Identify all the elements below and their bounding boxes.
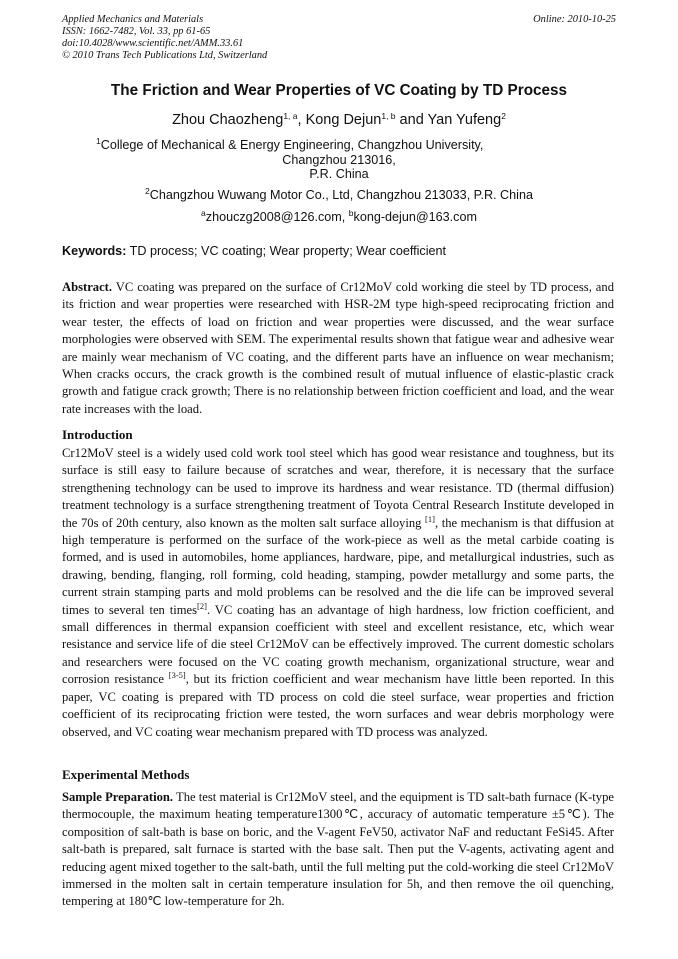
sample-preparation-paragraph xyxy=(62,789,614,911)
citation-3-5[interactable]: [3-5] xyxy=(168,670,186,681)
issn-line: ISSN: 1662-7482, Vol. 33, pp 61-65 xyxy=(62,26,211,37)
author-list xyxy=(0,112,678,128)
abstract-label: Abstract. xyxy=(62,280,113,294)
copyright-line: © 2010 Trans Tech Publications Ltd, Switzerland xyxy=(62,50,268,61)
keywords-label: Keywords: xyxy=(62,244,127,258)
doi-line[interactable]: doi:10.4028/www.scientific.net/AMM.33.61 xyxy=(62,38,244,49)
affiliation-2-text: Changzhou Wuwang Motor Co., Ltd, Changzhou 213033, P.R. China xyxy=(149,188,533,202)
intro-text-1: Cr12MoV steel is a widely used cold work tool steel which has good wear resistance and toughness, but its surface is still easy to failure because of scratches and wear, therefore, it is necessary that the surface strengthening technology can be used to improve its hardness and wear resistance. TD (thermal diffusion) treatment technology is a surface strengthening treatment of Toyota Central Research Institute developed in the 70s of 20th century, also known as the molten salt surface alloying xyxy=(62,446,614,530)
author-name: Zhou Chaozheng xyxy=(172,112,284,128)
introduction-paragraph xyxy=(62,445,614,741)
online-date: Online: 2010-10-25 xyxy=(533,14,616,25)
abstract xyxy=(62,279,614,418)
keywords-text: TD process; VC coating; Wear property; Wear coefficient xyxy=(126,244,447,258)
author-affiliation-mark: 1, b xyxy=(381,111,396,121)
affiliation-1-line-1: College of Mechanical & Energy Engineering, Changzhou University, xyxy=(100,138,484,152)
journal-name: Applied Mechanics and Materials xyxy=(62,14,204,25)
keywords xyxy=(62,244,446,258)
experimental-heading: Experimental Methods xyxy=(62,767,190,782)
abstract-text: VC coating was prepared on the surface of Cr12MoV cold working die steel by TD process, and its friction and wear properties were researched with HSR-2M type high-speed reciprocating friction and wear tester, the effects of load on friction and wear properties were discussed, and the wear surface morphologies were observed with SEM. The experimental results shown that fatigue wear and adhesive wear are mainly wear mechanism of VC coating, and the different parts have an influence on wear mechanism; When cracks occurs, the crack growth is the combined result of mutual influence of elastic-plastic crack growth and fatigue crack growth; There is no relationship between friction coefficient and load, and the wear rate increases with the load. xyxy=(62,280,614,416)
introduction-heading: Introduction xyxy=(62,427,133,442)
citation-1[interactable]: [1] xyxy=(425,513,435,524)
email-b[interactable]: kong-dejun@163.com xyxy=(353,210,477,224)
author-separator: and xyxy=(395,112,428,128)
affiliation-number: 2 xyxy=(145,186,150,196)
email-mark: b xyxy=(348,208,354,218)
author-affiliation-mark: 1, a xyxy=(283,111,298,121)
author-name: Yan Yufeng xyxy=(427,112,502,128)
affiliation-number: 1 xyxy=(96,136,101,146)
sample-preparation-label: Sample Preparation. xyxy=(62,790,174,804)
affiliation-2 xyxy=(0,188,678,202)
email-a[interactable]: zhouczg2008@126.com, xyxy=(205,210,349,224)
intro-text-2: , the mechanism is that diffusion at high temperature is performed on the surface of the work-piece as well as the metal carbide coating is formed, and is used in automobiles, home appliances, hardware, pipe, and metallurgical industries, such as drawing, bending, flanging, roll forming, cold heading, stamping, powder metallurgy and some parts, the current strain stamping parts and mold problems can be resolved and the die life can be improved several times to several ten times xyxy=(62,515,615,617)
author-emails xyxy=(0,210,678,224)
email-mark: a xyxy=(201,208,206,218)
paper-title: The Friction and Wear Properties of VC Coating by TD Process xyxy=(110,82,568,99)
intro-text-4: , but its friction coefficient and wear mechanism have little been reported. In this paper, VC coating is prepared with TD process on cold die steel surface, wear properties and friction coefficient of its reciprocating friction were tested, the worn surfaces and wear debris morphology were observed, and VC coating wear mechanism prepared with TD process was analyzed. xyxy=(62,672,614,739)
affiliation-1-continued xyxy=(0,153,678,181)
author-separator: , xyxy=(297,112,306,128)
author-name: Kong Dejun xyxy=(305,112,382,128)
sample-preparation-text: The test material is Cr12MoV steel, and the equipment is TD salt-bath furnace (K-type thermocouple, the maximum heating temperature1300℃, accuracy of automatic temperature ±5℃). The composition of salt-bath is base on boric, and the V-agent FeV50, activator NaF and reductant FeSi45. After salt-bath is prepared, salt furnace is started with the base salt. Then put the V-agents, activating agent and reducing agent mixed together to the salt-bath, until the full melting put the cold-working die steel Cr12MoV immersed in the molten salt in certain temperature insulation for 5h, and then remove the oil quenching, tempering at 180℃ low-temperature for 2h. xyxy=(62,790,614,909)
citation-2[interactable]: [2] xyxy=(197,600,207,611)
author-affiliation-mark: 2 xyxy=(501,111,506,121)
affiliation-1 xyxy=(96,138,483,153)
intro-text-3: . VC coating has an advantage of high hardness, low friction coefficient, and small differences in thermal expansion coefficient with steel and excellent resistance, etc, which wear resistance and service life of die steel Cr12MoV can be effectively improved. The current domestic scholars and researchers were focused on the VC coating growth mechanism, organizational structure, wear and corrosion resistance xyxy=(62,602,614,687)
affiliation-1-line-2: Changzhou 213016, xyxy=(282,153,396,167)
affiliation-1-line-3: P.R. China xyxy=(309,167,369,181)
journal-header xyxy=(62,14,616,62)
